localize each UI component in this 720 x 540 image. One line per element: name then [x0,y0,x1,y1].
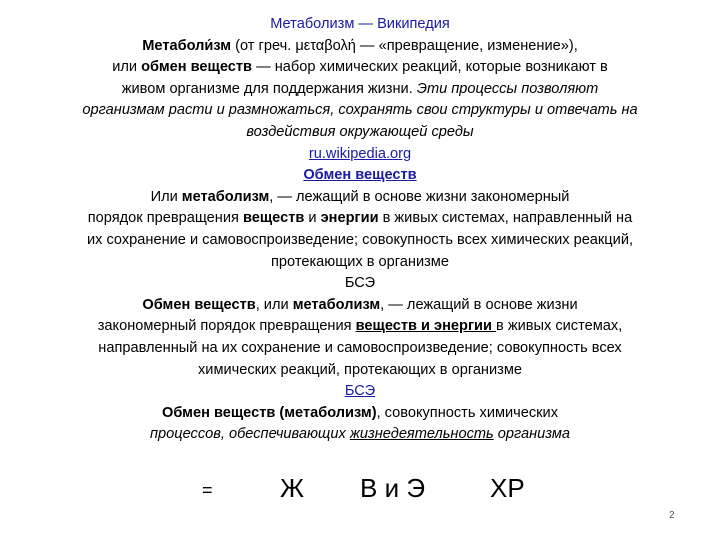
term-metabolism: Метаболи́зм [142,37,232,54]
line-9-start: Или [150,188,182,205]
term-metabolism-3: Обмен веществ [142,296,256,313]
heading-link-metabolism[interactable]: Обмен веществ [303,167,417,184]
line-6-italic: воздействия окружающей среды [246,123,474,140]
line-16: направленный на их сохранение и самовоспроизведение; совокупность всех [98,339,622,356]
formula-khr: ХР [490,473,525,503]
line-9-end: , — лежащий в основе жизни закономерный [269,188,570,205]
term-substances-energy: веществ и энергии [355,318,497,335]
line-15-a: закономерный порядок превращения [97,318,356,335]
term-metabolism-ru: обмен веществ [141,59,253,76]
term-vital-activity: жизнедеятельность [349,426,494,443]
source-link-bse[interactable]: БСЭ [344,383,376,400]
source-link-wikipedia[interactable]: ru.wikipedia.org [308,145,412,162]
line-4-italic: Эти процессы позволяют [416,80,599,97]
term-energy: энергии [320,210,379,227]
line-12: протекающих в организме [271,253,449,270]
equals-sign: = [202,480,213,500]
line-10-a: порядок превращения [87,210,243,227]
line-5-italic: организмам расти и размножаться, сохранять свои структуры и отвечать на [82,102,638,119]
term-substances: веществ [242,210,305,227]
line-20-c: организма [493,426,571,443]
line-14-b: , или [255,296,293,313]
source-bse-1: БСЭ [344,275,376,292]
line-20-a: процессов, обеспечивающих [149,426,350,443]
slide-text [40,14,680,446]
page-number: 2 [669,510,675,521]
line-3-end: — набор химических реакций, которые возникают в [252,59,608,76]
line-3-start: или [112,59,142,76]
term-metabolism-2: метаболизм [181,188,270,205]
line-10-e: в живых системах, направленный на [378,210,633,227]
line-11: их сохранение и самовоспроизведение; совокупность всех химических реакций, [86,231,634,248]
formula-v-and-e: В и Э [360,473,425,503]
formula-zh: Ж [280,473,305,503]
wikipedia-link[interactable]: Метаболизм — Википедия [270,16,450,32]
line-15-c: в живых системах, [496,318,623,335]
line-19-b: , совокупность химических [376,404,559,421]
line-4-start: живом организме для поддержания жизни. [121,80,417,97]
line-14-d: , — лежащий в основе жизни [380,296,578,313]
term-metabolism-4: метаболизм [292,296,381,313]
line-10-c: и [304,210,321,227]
etymology-text: (от греч. μεταβολή — «превращение, изменение»), [231,37,578,54]
term-metabolism-5: Обмен веществ (метаболизм) [161,404,377,421]
line-17: химических реакций, протекающих в организме [198,361,522,378]
